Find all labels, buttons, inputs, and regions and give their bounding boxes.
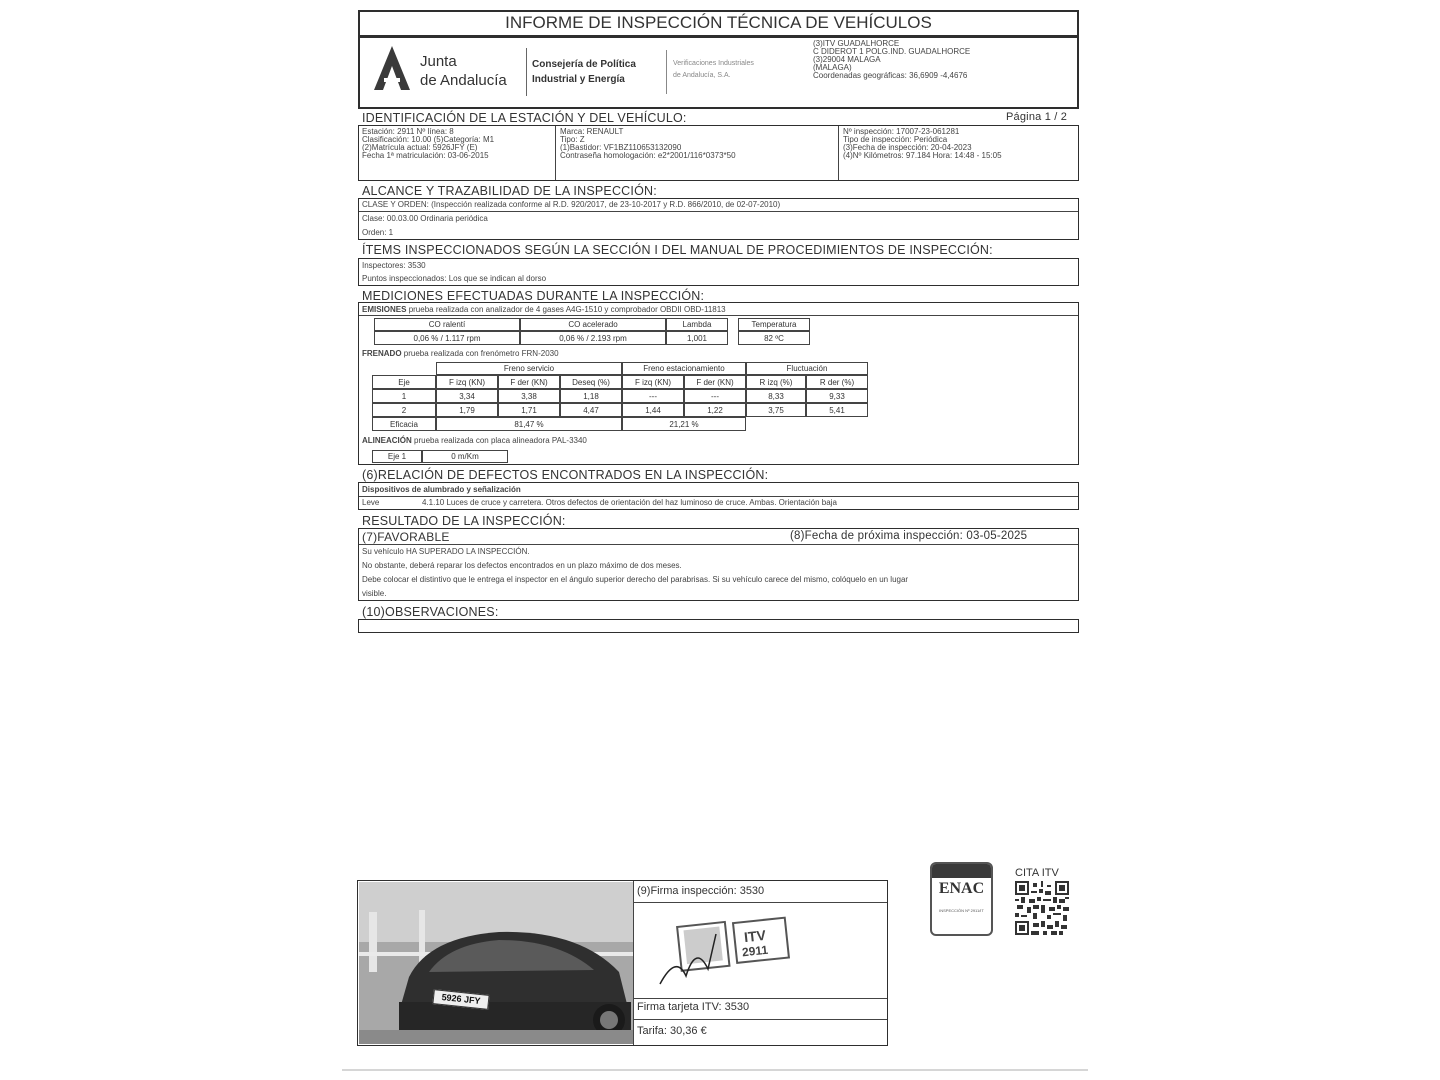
frenado-cell: 9,33 (806, 389, 868, 403)
frenado-col-header: R izq (%) (746, 375, 806, 389)
ident-field: Estación: 2911 Nº línea: 8 (362, 127, 454, 136)
ident-col2 (560, 128, 736, 160)
frenado-cell: 1,71 (498, 403, 560, 417)
frenado-col-header: F izq (KN) (436, 375, 498, 389)
station-line: (MALAGA) (813, 63, 852, 72)
resultado-heading: RESULTADO DE LA INSPECCIÓN: (362, 514, 566, 528)
ident-field: (1)Bastidor: VF1BZ110653132090 (560, 143, 682, 152)
divider (359, 496, 1078, 497)
station-line: (3)29004 MALAGA (813, 55, 881, 64)
document-title: INFORME DE INSPECCIÓN TÉCNICA DE VEHÍCULOS (505, 13, 932, 32)
license-plate: 5926 JFY (432, 989, 489, 1010)
eje-value: 0 m/Km (422, 450, 508, 463)
consejeria-line2: Industrial y Energía (532, 74, 625, 85)
ident-field: Contraseña homologación: e2*2001/116*0373*50 (560, 151, 736, 160)
divider (666, 50, 667, 94)
frenado-cell: 3,38 (498, 389, 560, 403)
tarifa: Tarifa: 30,36 € (637, 1025, 707, 1037)
ident-heading: IDENTIFICACIÓN DE LA ESTACIÓN Y DEL VEHÍCULO: (362, 111, 687, 125)
emisiones-text: prueba realizada con analizador de 4 gases A4G-1510 y comprobador OBDII OBD-11813 (408, 305, 726, 314)
emisiones-label: EMISIONES (362, 305, 407, 314)
station-line: (3)ITV GUADALHORCE (813, 39, 900, 48)
ident-field: Tipo de inspección: Periódica (843, 135, 948, 144)
firma-tarjeta: Firma tarjeta ITV: 3530 (637, 1001, 750, 1013)
ident-field: (3)Fecha de inspección: 20-04-2023 (843, 143, 972, 152)
cita-itv-label: CITA ITV (1015, 867, 1059, 879)
alineacion-line (362, 437, 587, 445)
ident-field: Nº inspección: 17007-23-061281 (843, 127, 960, 136)
frenado-cell: 3,34 (436, 389, 498, 403)
station-line: C DIDEROT 1 POLG.IND. GUADALHORCE (813, 47, 971, 56)
ident-col1 (362, 128, 494, 160)
frenado-label: FRENADO (362, 349, 402, 358)
enac-subtext: INSPECCIÓN Nº 2911/IT (939, 908, 984, 913)
resultado-line1: Su vehículo HA SUPERADO LA INSPECCIÓN. (362, 547, 530, 556)
car-icon (359, 882, 633, 1044)
defectos-text: 4.1.10 Luces de cruce y carretera. Otros defectos de orientación del haz luminoso de cruce. Ambas. Orientación baja (422, 498, 837, 507)
frenado-col-header: Deseq (%) (560, 375, 622, 389)
frenado-col-header: F der (KN) (684, 375, 746, 389)
eficacia-label: Eficacia (372, 417, 436, 431)
ident-field: (2)Matrícula actual: 5926JFY (E) (362, 143, 478, 152)
divider (633, 881, 634, 1045)
frenado-cell: 5,41 (806, 403, 868, 417)
stamp-itv-text: ITV (743, 926, 767, 946)
proxima-inspeccion: (8)Fecha de próxima inspección: 03-05-2025 (790, 530, 1028, 542)
frenado-line (362, 350, 559, 358)
frenado-cell: 3,75 (746, 403, 806, 417)
frenado-col-header: R der (%) (806, 375, 868, 389)
frenado-col-header: Eje (372, 375, 436, 389)
frenado-cell: 1,18 (560, 389, 622, 403)
frenado-cell: 1,79 (436, 403, 498, 417)
items-line2: Puntos inspeccionados: Los que se indican al dorso (362, 274, 547, 283)
frenado-cell: 2 (372, 403, 436, 417)
enac-logo (930, 862, 993, 936)
divider (634, 998, 887, 999)
frenado-group: Freno servicio (436, 362, 622, 375)
emisiones-header: Lambda (666, 318, 728, 331)
page-number: Página 1 / 2 (1006, 111, 1068, 123)
divider (634, 902, 887, 903)
frenado-col-header: F der (KN) (498, 375, 560, 389)
frenado-group: Freno estacionamiento (622, 362, 746, 375)
observaciones-heading: (10)OBSERVACIONES: (362, 605, 499, 619)
eficacia-estacionamiento: 21,21 % (622, 417, 746, 431)
emisiones-line (362, 306, 726, 314)
frenado-group: Fluctuación (746, 362, 868, 375)
logo-line1: Junta (420, 53, 457, 70)
resultado-line3: Debe colocar el distintivo que le entrega el inspector en el ángulo superior derecho del parabrisas. Si su vehículo carece del mismo, colóquelo en un lugar (362, 575, 909, 584)
emisiones-header: Temperatura (738, 318, 810, 331)
alcance-heading: ALCANCE Y TRAZABILIDAD DE LA INSPECCIÓN: (362, 184, 657, 198)
vehicle-photo (359, 882, 633, 1044)
resultado-verdict: (7)FAVORABLE (362, 530, 450, 544)
defectos-heading: (6)RELACIÓN DE DEFECTOS ENCONTRADOS EN LA INSPECCIÓN: (362, 468, 769, 482)
observaciones-box (358, 619, 1079, 633)
divider (359, 315, 1078, 316)
alineacion-label: ALINEACIÓN (362, 436, 412, 445)
divider (838, 126, 839, 180)
station-line: Coordenadas geográficas: 36,6909 -4,4676 (813, 71, 968, 80)
eje-label: Eje 1 (372, 450, 422, 463)
logo-line2: de Andalucía (420, 72, 507, 89)
frenado-cell: --- (684, 389, 746, 403)
ident-field: Tipo: Z (560, 135, 585, 144)
items-line1: Inspectores: 3530 (362, 261, 426, 270)
ident-field: (4)Nº Kilómetros: 97.184 Hora: 14:48 - 15:05 (843, 151, 1002, 160)
frenado-cell: 8,33 (746, 389, 806, 403)
ident-field: Marca: RENAULT (560, 127, 624, 136)
verif-line1: Verificaciones Industriales (673, 60, 754, 67)
emisiones-value: 1,001 (666, 331, 728, 345)
itv-stamp-icon (656, 914, 796, 990)
frenado-cell: 1,44 (622, 403, 684, 417)
station-address (813, 40, 970, 80)
firma-inspeccion: (9)Firma inspección: 3530 (637, 885, 765, 897)
mediciones-heading: MEDICIONES EFECTUADAS DURANTE LA INSPECCIÓN: (362, 289, 705, 303)
ident-field: Fecha 1ª matriculación: 03-06-2015 (362, 151, 489, 160)
emisiones-value: 82 ºC (738, 331, 810, 345)
emisiones-value: 0,06 % / 1.117 rpm (374, 331, 520, 345)
divider (359, 211, 1078, 212)
frenado-cell: 1,22 (684, 403, 746, 417)
frenado-col-header: F izq (KN) (622, 375, 684, 389)
frenado-cell: 1 (372, 389, 436, 403)
enac-crown-icon (932, 864, 991, 878)
alineacion-text: prueba realizada con placa alineadora PAL-3340 (414, 436, 587, 445)
resultado-line2: No obstante, deberá reparar los defectos encontrados en un plazo máximo de dos meses. (362, 561, 682, 570)
enac-text: ENAC (938, 880, 985, 897)
scan-edge (342, 1069, 1088, 1071)
verif-line2: de Andalucía, S.A. (673, 72, 731, 79)
alcance-line3: Orden: 1 (362, 228, 394, 237)
divider (359, 544, 1078, 545)
emisiones-header: CO acelerado (520, 318, 666, 331)
defectos-severity: Leve (362, 498, 380, 507)
qr-code-icon[interactable] (1015, 881, 1069, 935)
ident-field: Clasificación: 10.00 (5)Categoría: M1 (362, 135, 495, 144)
stamp-number: 2911 (741, 942, 769, 960)
consejeria-line1: Consejería de Política (532, 59, 636, 70)
emisiones-value: 0,06 % / 2.193 rpm (520, 331, 666, 345)
eficacia-servicio: 81,47 % (436, 417, 622, 431)
divider (555, 126, 556, 180)
frenado-cell: --- (622, 389, 684, 403)
alcance-line1: CLASE Y ORDEN: (Inspección realizada conforme al R.D. 920/2017, de 23-10-2017 y R.D. 866/2010, de 02-07-2010) (362, 200, 781, 209)
resultado-line4: visible. (362, 589, 387, 598)
items-heading: ÍTEMS INSPECCIONADOS SEGÚN LA SECCIÓN I DEL MANUAL DE PROCEDIMIENTOS DE INSPECCIÓN: (362, 243, 993, 257)
frenado-cell: 4,47 (560, 403, 622, 417)
junta-logo-icon (372, 44, 412, 92)
frenado-text: prueba realizada con frenómetro FRN-2030 (403, 349, 559, 358)
alcance-line2: Clase: 00.03.00 Ordinaria periódica (362, 214, 488, 223)
divider (634, 1019, 887, 1020)
ident-col3 (843, 128, 1002, 160)
defectos-group: Dispositivos de alumbrado y señalización (362, 485, 521, 494)
emisiones-header: CO ralentí (374, 318, 520, 331)
divider (526, 48, 527, 96)
